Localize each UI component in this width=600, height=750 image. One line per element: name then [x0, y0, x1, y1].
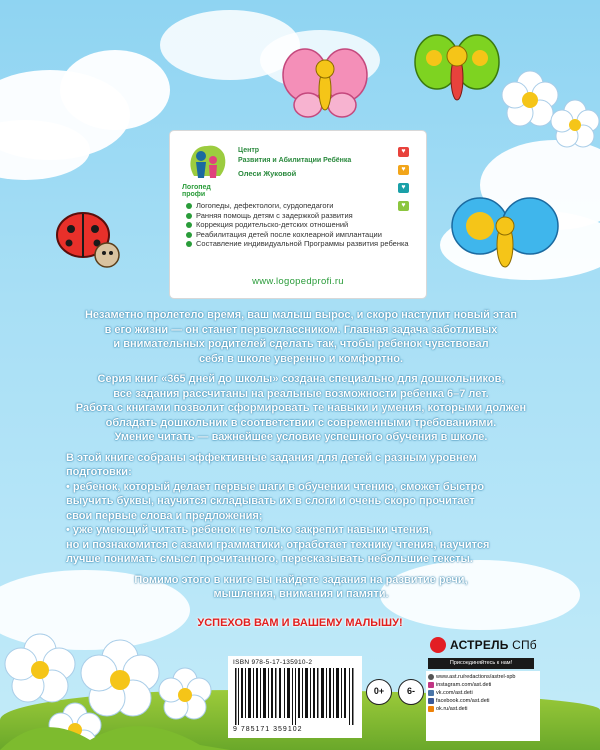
- link-instagram[interactable]: instagram.com/ast.deti: [436, 682, 492, 688]
- ladybug-illustration: [45, 205, 125, 275]
- link-vk[interactable]: vk.com/ast.deti: [436, 690, 473, 696]
- service-item: Реабилитация детей после кохлеарной имплантации: [186, 230, 418, 240]
- astrel-logo-mark-icon: [430, 637, 446, 653]
- text-line: свои первые слова и предложения;: [66, 509, 263, 522]
- barcode-block: [228, 656, 362, 738]
- age-rating-badge: 0+: [366, 679, 392, 705]
- isbn-text: ISBN 978-5-17-135910-2: [233, 659, 313, 666]
- text-line: подготовки:: [66, 466, 132, 478]
- text-line: • ребенок, который делает первые шаги в обучении чтению, сможет быстро: [66, 480, 485, 493]
- center-info-card: [170, 131, 426, 298]
- website-link[interactable]: www.logopedprofi.ru: [252, 276, 344, 287]
- text-line: Умение читать — важнейшее условие успешного обучения в школе.: [114, 431, 488, 443]
- text-line: но и познакомится с азами грамматики, отработает технику чтения, научится: [66, 538, 490, 551]
- globe-icon: [428, 674, 434, 680]
- barcode-digits: 9 785171 359102: [233, 726, 303, 733]
- heart-icon: ♥: [398, 165, 409, 175]
- success-slogan: УСПЕХОВ ВАМ И ВАШЕМУ МАЛЫШУ!: [197, 617, 403, 629]
- service-item: Коррекция родительско-детских отношений: [186, 220, 418, 230]
- vk-icon: [428, 690, 434, 696]
- instagram-icon: [428, 682, 434, 688]
- text-line: выучить буквы, научится складывать их в слоги и очень скоро прочитает: [66, 495, 475, 507]
- heart-icon: ♥: [398, 183, 409, 193]
- logo-text: Логопед профи: [182, 184, 211, 198]
- link-website[interactable]: www.ast.ru/redactions/astrel-spb: [436, 674, 516, 680]
- publisher-links: [428, 673, 538, 713]
- join-us-banner: Присоединяйтесь к нам!: [428, 658, 534, 669]
- services-list: [186, 201, 418, 249]
- publisher-name: АСТРЕЛЬ: [450, 638, 509, 652]
- age-rating-badge: 6-: [398, 679, 424, 705]
- butterfly-illustration: [450, 190, 560, 280]
- text-line: • уже умеющий читать ребенок не только закрепит навыки чтения,: [66, 524, 432, 536]
- text-line: обладать дошкольник в соответствии с современными требованиями.: [105, 416, 497, 429]
- center-title: Центр Развития и Абилитации Ребёнка: [238, 147, 352, 164]
- text-line: себя в школе уверенно и комфортно.: [198, 352, 404, 365]
- logoped-profi-logo: [184, 140, 230, 188]
- text-line: все задания рассчитаны на реальные возможности ребенка 6–7 лет.: [113, 387, 489, 400]
- text-line: и внимательных родителей сделать так, чтобы ребенок чувствовал: [113, 338, 489, 350]
- ok-icon: [428, 706, 434, 712]
- facebook-icon: [428, 698, 434, 704]
- text-line: Помимо этого в книге вы найдете задания на развитие речи,: [134, 573, 468, 586]
- text-line: лучше понимать смысл прочитанного, пересказывать небольшие тексты.: [66, 553, 473, 565]
- butterfly-illustration: [412, 30, 502, 115]
- cloud: [60, 50, 170, 130]
- astrel-logo: [430, 636, 537, 654]
- link-ok[interactable]: ok.ru/ast.deti: [436, 706, 468, 712]
- text-line: Работа с книгами позволит сформировать те навыки и умения, которыми должен: [75, 402, 527, 414]
- publisher-city: СПб: [512, 638, 537, 652]
- book-description: [66, 308, 536, 602]
- center-name: Олеси Жуковой: [238, 169, 297, 178]
- barcode-image: [233, 668, 357, 725]
- service-item: Составление индивидуальной Программы развития ребенка: [186, 239, 418, 249]
- text-line: В этой книге собраны эффективные задания для детей с разным уровнем: [66, 451, 477, 464]
- text-line: Незаметно пролетело время, ваш малыш вырос, и скоро наступит новый этап: [84, 309, 518, 321]
- text-line: Серия книг «365 дней до школы» создана специально для дошкольников,: [97, 373, 505, 385]
- service-item: Логопеды, дефектологи, сурдопедагоги: [186, 201, 418, 211]
- text-line: мышления, внимания и памяти.: [213, 588, 389, 600]
- service-item: Ранняя помощь детям с задержкой развития: [186, 211, 418, 221]
- heart-icon: ♥: [398, 147, 409, 157]
- link-facebook[interactable]: facebook.com/ast.deti: [436, 698, 490, 704]
- text-line: в его жизни — он станет первоклассником. Главная задача заботливых: [104, 323, 498, 336]
- butterfly-illustration: [280, 45, 370, 125]
- heart-icon: ♥: [398, 201, 409, 211]
